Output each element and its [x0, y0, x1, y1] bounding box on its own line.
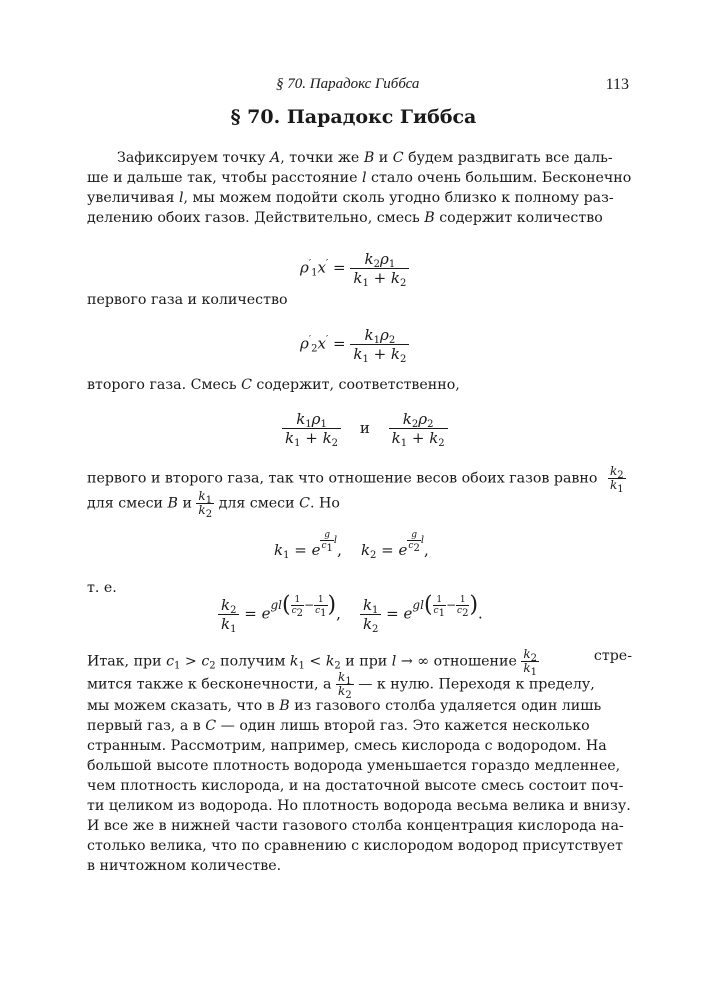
- text-line: увеличивая l, мы можем подойти сколь угодно близко к полному раз-: [87, 190, 614, 206]
- running-title: § 70. Парадокс Гиббса: [276, 76, 420, 92]
- text-first-gas: первого газа и количество: [87, 292, 288, 308]
- text-line: Зафиксируем точку A, точки же B и C будем раздвигать все даль-: [117, 150, 613, 166]
- text-line: большой высоте плотность водорода уменьшается гораздо медленнее,: [87, 758, 621, 774]
- running-header: [0, 76, 707, 96]
- text-line: странным. Рассмотрим, например, смесь кислорода с водородом. На: [87, 738, 607, 754]
- formula-ratios: $\frac{k_2}{k_1}$ = $e^{gl( \frac{1}{c_2} - \frac{1}{c_1} )}$, $\frac{k_1}{k_2}$ = $e^{gl( \frac{1}{c_1} - \frac{1}{c_2} )}$.: [218, 596, 483, 633]
- text-line: мится также к бесконечности, а $\frac{k_1}{k_2}$ — к нулю. Переходя к пределу,: [87, 670, 595, 701]
- text-line: ше и дальше так, чтобы расстояние l стало очень большим. Бесконечно: [87, 170, 632, 186]
- text-line: Итак, при $c_1 > c_2$ получим $k_1 < k_2$ и при l → ∞ отношение $\frac{k_2}{k_1}$ стре-: [87, 647, 632, 678]
- formula-rho2: $\rho'_2x'$ = $\frac{k_1\rho_2}{k_1 + k_2}$: [300, 326, 409, 363]
- text-line: для смеси B и $\frac{k_1}{k_2}$ для смеси C. Но: [87, 489, 340, 520]
- text-line: первого и второго газа, так что отношение весов обоих газов равно $\frac{k_2}{k_1}$: [87, 464, 624, 495]
- text-line: И все же в нижней части газового столба концентрация кислорода на-: [87, 818, 624, 834]
- formula-k-exp: $k_1 = e$ $^{\frac{g}{c_1} l}$, $k_2 = e$ $^{\frac{g}{c_2} l}$,: [274, 530, 429, 561]
- text-line: ти целиком из водорода. Но плотность водорода весьма велика и внизу.: [87, 798, 631, 814]
- text-line: чем плотность кислорода, и на достаточной высоте смесь состоит поч-: [87, 778, 624, 794]
- text-line: в ничтожном количестве.: [87, 858, 282, 874]
- paragraph-1: [87, 150, 632, 226]
- formula-rho1: $\rho'_1x'$ = $\frac{k_2\rho_1}{k_1 + k_2}$: [300, 250, 409, 287]
- text-line: делению обоих газов. Действительно, смесь B содержит количество: [87, 210, 603, 226]
- formula-mix-c: $\frac{k_1\rho_1}{k_1 + k_2}$ и $\frac{k_2\rho_2}{k_1 + k_2}$: [282, 410, 448, 447]
- text-line: мы можем сказать, что в B из газового столба удаляется один лишь: [87, 698, 602, 714]
- paragraph-3: [87, 648, 632, 874]
- text-ie: т. е.: [87, 580, 117, 596]
- text-second-gas: второго газа. Смесь C содержит, соответственно,: [87, 377, 460, 393]
- text-line: столько велика, что по сравнению с кислородом водород присутствует: [87, 838, 623, 854]
- text-line: первый газ, а в C — один лишь второй газ. Это кажется несколько: [87, 718, 590, 734]
- page-number: 113: [605, 76, 629, 93]
- section-title: § 70. Парадокс Гиббса: [230, 106, 477, 128]
- paragraph-2: [87, 464, 632, 520]
